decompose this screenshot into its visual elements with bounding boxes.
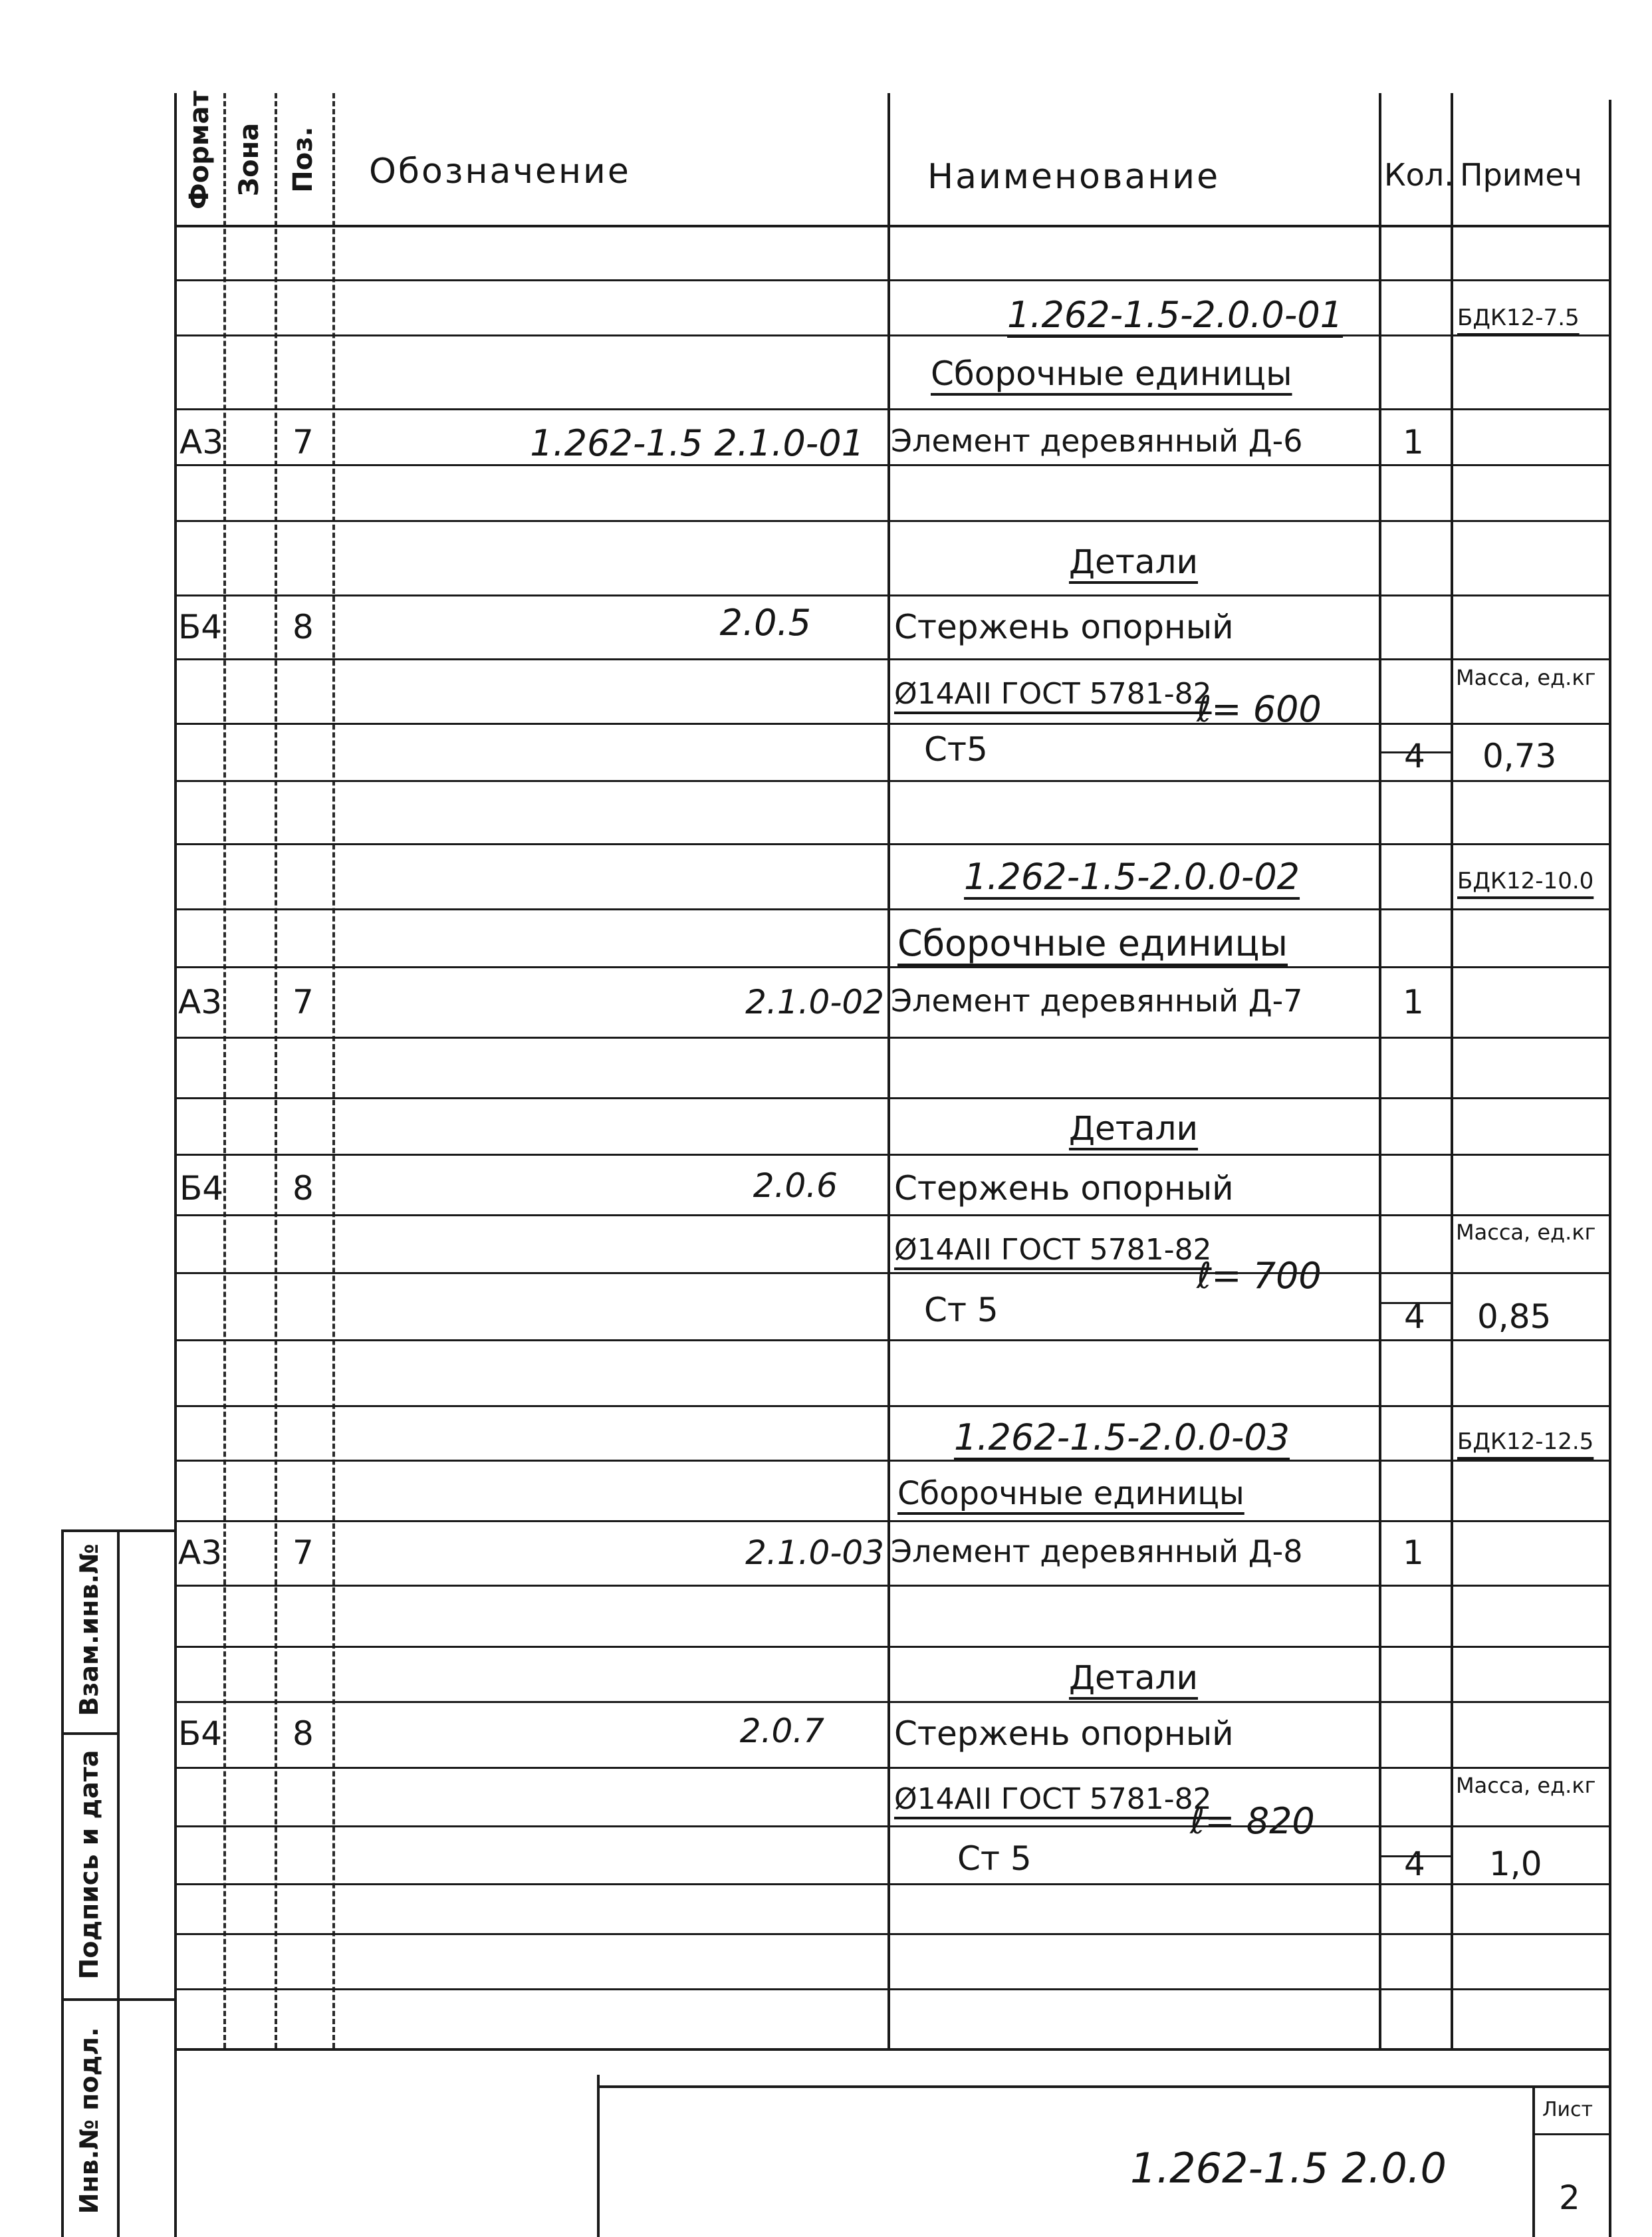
row-line [174, 1701, 1610, 1703]
variant-note: БДК12-10.0 [1457, 868, 1594, 894]
row-line [174, 908, 1610, 910]
col-divider-qty [1451, 93, 1453, 2048]
row-line [174, 1933, 1610, 1935]
row-format: А3 [179, 423, 224, 461]
row-line [174, 1037, 1610, 1039]
header-note: Примеч [1460, 157, 1582, 193]
row-format: Б4 [178, 1714, 223, 1753]
section-heading: Сборочные единицы [897, 922, 1288, 964]
row-pos: 7 [293, 423, 314, 461]
row-designation: 2.0.6 [753, 1166, 838, 1205]
row-line [174, 1646, 1610, 1648]
row-qty: 1 [1403, 983, 1424, 1021]
length-value: ℓ= 820 [1190, 1800, 1315, 1842]
stamp-sep [117, 1998, 176, 2001]
header-bottom-line [174, 225, 1610, 227]
mass-label: Масса, ед.кг [1456, 1220, 1596, 1245]
stamp-sign-date: Подпись и дата [74, 1750, 104, 1980]
row-name: Элемент деревянный Д-7 [891, 983, 1303, 1019]
section-heading: Детали [1068, 1109, 1199, 1148]
table-left-border [174, 93, 177, 2237]
row-name: Стержень опорный [894, 1169, 1234, 1208]
col-divider-zone [275, 93, 277, 2048]
header-zone: Зона [234, 122, 265, 197]
row-qty: 1 [1403, 423, 1424, 461]
row-name: Элемент деревянный Д-6 [891, 423, 1303, 459]
material-grade: Ст 5 [957, 1839, 1032, 1878]
row-designation: 2.0.7 [739, 1712, 824, 1750]
row-line [174, 1460, 1610, 1462]
header-format: Формат [184, 90, 215, 209]
mass-value: 1,0 [1489, 1845, 1542, 1883]
row-pos: 8 [293, 608, 314, 646]
mass-label: Масса, ед.кг [1456, 1773, 1596, 1798]
section-heading: Детали [1068, 543, 1199, 581]
variant-note: БДК12-7.5 [1457, 305, 1580, 331]
section-heading: Сборочные единицы [931, 354, 1292, 393]
row-line [174, 334, 1610, 336]
header-qty: Кол. [1384, 157, 1454, 193]
col-divider-pos [332, 93, 335, 2048]
row-designation: 2.1.0-02 [745, 983, 884, 1021]
row-name: Элемент деревянный Д-8 [891, 1533, 1303, 1569]
table-right-border [1609, 100, 1611, 2237]
title-block-left [597, 2075, 600, 2237]
variant-designation: 1.262-1.5-2.0.0-03 [954, 1416, 1290, 1458]
stamp-inv-orig: Инв.№ подл. [74, 2027, 104, 2214]
row-line [174, 658, 1610, 660]
section-heading: Сборочные единицы [897, 1475, 1244, 1512]
row-line [174, 1883, 1610, 1885]
row-pos: 7 [293, 983, 314, 1021]
row-line [174, 1520, 1610, 1522]
mass-value: 0,73 [1482, 737, 1557, 775]
row-line [174, 408, 1610, 410]
material-grade: Ст5 [924, 730, 988, 769]
row-format: А3 [178, 983, 223, 1021]
row-format: А3 [178, 1533, 223, 1572]
row-line [174, 1825, 1610, 1827]
row-pos: 8 [293, 1169, 314, 1208]
variant-designation: 1.262-1.5-2.0.0-01 [1007, 294, 1344, 336]
row-line [174, 1214, 1610, 1216]
row-line [174, 1272, 1610, 1274]
row-line [174, 723, 1610, 725]
row-qty: 4 [1404, 737, 1425, 775]
section-heading: Детали [1068, 1658, 1199, 1697]
length-value: ℓ= 600 [1197, 688, 1322, 730]
row-line [174, 279, 1610, 281]
row-pos: 7 [293, 1533, 314, 1572]
col-divider-format [223, 93, 226, 2048]
row-line [174, 1767, 1610, 1769]
header-designation: Обозначение [369, 152, 631, 192]
row-qty: 1 [1403, 1533, 1424, 1572]
sheet-box-divider [1532, 2133, 1610, 2135]
col-divider-name [1379, 93, 1381, 2048]
row-line [174, 1405, 1610, 1407]
row-line [174, 1339, 1610, 1341]
material-spec: Ø14АII ГОСТ 5781-82 [894, 677, 1212, 711]
row-qty: 4 [1404, 1845, 1425, 1883]
row-line [174, 594, 1610, 596]
row-designation: 2.1.0-03 [745, 1533, 884, 1572]
length-value: ℓ= 700 [1197, 1255, 1322, 1297]
row-line [174, 966, 1610, 968]
row-line [174, 843, 1610, 845]
row-name: Стержень опорный [894, 608, 1234, 646]
variant-designation: 1.262-1.5-2.0.0-02 [964, 856, 1300, 898]
row-format: Б4 [178, 608, 223, 646]
material-spec: Ø14АII ГОСТ 5781-82 [894, 1782, 1212, 1816]
row-line [174, 780, 1610, 782]
row-line [174, 520, 1610, 522]
stamp-outer-left [61, 1529, 64, 2237]
sheet-box-left [1532, 2085, 1535, 2237]
stamp-replace-inv: Взам.инв.№ [74, 1543, 104, 1716]
row-line [174, 1585, 1610, 1587]
variant-note: БДК12-12.5 [1457, 1428, 1594, 1455]
row-format: Б4 [179, 1169, 224, 1208]
material-spec: Ø14АII ГОСТ 5781-82 [894, 1233, 1212, 1267]
header-pos: Поз. [288, 126, 318, 193]
stamp-divider [117, 1529, 120, 2237]
mass-value: 0,85 [1477, 1297, 1552, 1336]
row-name: Стержень опорный [894, 1714, 1234, 1753]
row-line [174, 464, 1610, 466]
row-line [174, 1097, 1610, 1099]
row-pos: 8 [293, 1714, 314, 1753]
sheet-number: 2 [1559, 2178, 1580, 2217]
row-designation: 1.262-1.5 2.1.0-01 [530, 422, 864, 464]
mass-label: Масса, ед.кг [1456, 665, 1596, 690]
document-number: 1.262-1.5 2.0.0 [1130, 2144, 1447, 2192]
row-line [174, 1988, 1610, 1990]
table-bottom-line [174, 2048, 1610, 2051]
col-divider-designation [887, 93, 890, 2048]
row-qty: 4 [1404, 1297, 1425, 1336]
row-designation: 2.0.5 [719, 602, 811, 644]
material-grade: Ст 5 [924, 1291, 999, 1329]
stamp-sep [61, 1998, 118, 2001]
header-name: Наименование [927, 157, 1221, 197]
sheet-label: Лист [1542, 2098, 1593, 2121]
row-line [174, 1154, 1610, 1156]
title-block-top [597, 2085, 1610, 2088]
